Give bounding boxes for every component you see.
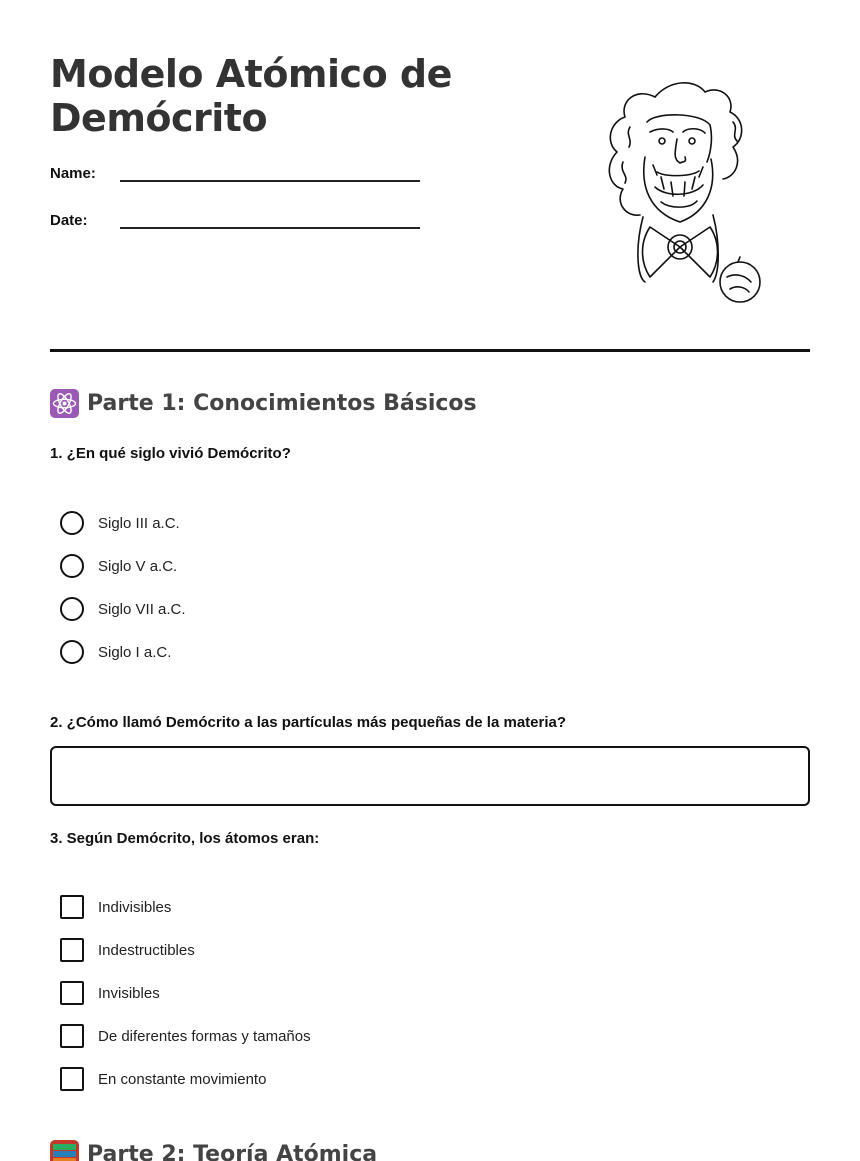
option-label: De diferentes formas y tamaños xyxy=(98,1027,311,1045)
date-label: Date: xyxy=(50,212,88,229)
atom-icon xyxy=(50,389,79,418)
question-3: 3. Según Demócrito, los átomos eran: xyxy=(50,830,320,847)
option-label: Indestructibles xyxy=(98,941,195,959)
q3-option-5[interactable] xyxy=(60,1067,266,1091)
radio-button[interactable] xyxy=(60,554,84,578)
q3-option-2[interactable] xyxy=(60,938,195,962)
q1-option-1[interactable] xyxy=(60,511,180,535)
checkbox[interactable] xyxy=(60,981,84,1005)
checkbox[interactable] xyxy=(60,938,84,962)
checkbox[interactable] xyxy=(60,1067,84,1091)
name-line[interactable] xyxy=(120,166,420,182)
q1-option-2[interactable] xyxy=(60,554,177,578)
q3-option-4[interactable] xyxy=(60,1024,311,1048)
section-1-label: Parte 1: Conocimientos Básicos xyxy=(87,391,477,416)
option-label: Siglo VII a.C. xyxy=(98,600,186,618)
q1-option-3[interactable] xyxy=(60,597,186,621)
option-label: En constante movimiento xyxy=(98,1070,267,1088)
date-line[interactable] xyxy=(120,213,420,229)
header-divider xyxy=(50,349,810,352)
books-icon xyxy=(50,1140,79,1161)
section-1-title xyxy=(50,389,477,418)
question-1: 1. ¿En qué siglo vivió Demócrito? xyxy=(50,445,291,462)
option-label: Siglo V a.C. xyxy=(98,557,178,575)
option-label: Siglo I a.C. xyxy=(98,643,172,661)
page-title: Modelo Atómico de Demócrito xyxy=(50,52,452,140)
radio-button[interactable] xyxy=(60,597,84,621)
q1-option-4[interactable] xyxy=(60,640,171,664)
radio-button[interactable] xyxy=(60,640,84,664)
democritus-portrait-illustration xyxy=(595,77,765,307)
name-label: Name: xyxy=(50,165,96,182)
section-2-label: Parte 2: Teoría Atómica xyxy=(87,1142,378,1161)
radio-button[interactable] xyxy=(60,511,84,535)
section-2-title xyxy=(50,1140,377,1161)
q2-answer-box[interactable] xyxy=(50,746,810,806)
checkbox[interactable] xyxy=(60,1024,84,1048)
question-2: 2. ¿Cómo llamó Demócrito a las partículas más pequeñas de la materia? xyxy=(50,714,567,731)
q3-option-3[interactable] xyxy=(60,981,160,1005)
name-field[interactable] xyxy=(50,165,420,182)
q3-option-1[interactable] xyxy=(60,895,171,919)
date-field[interactable] xyxy=(50,212,420,229)
option-label: Indivisibles xyxy=(98,898,172,916)
worksheet-header xyxy=(50,52,810,352)
checkbox[interactable] xyxy=(60,895,84,919)
option-label: Siglo III a.C. xyxy=(98,514,180,532)
option-label: Invisibles xyxy=(98,984,160,1002)
